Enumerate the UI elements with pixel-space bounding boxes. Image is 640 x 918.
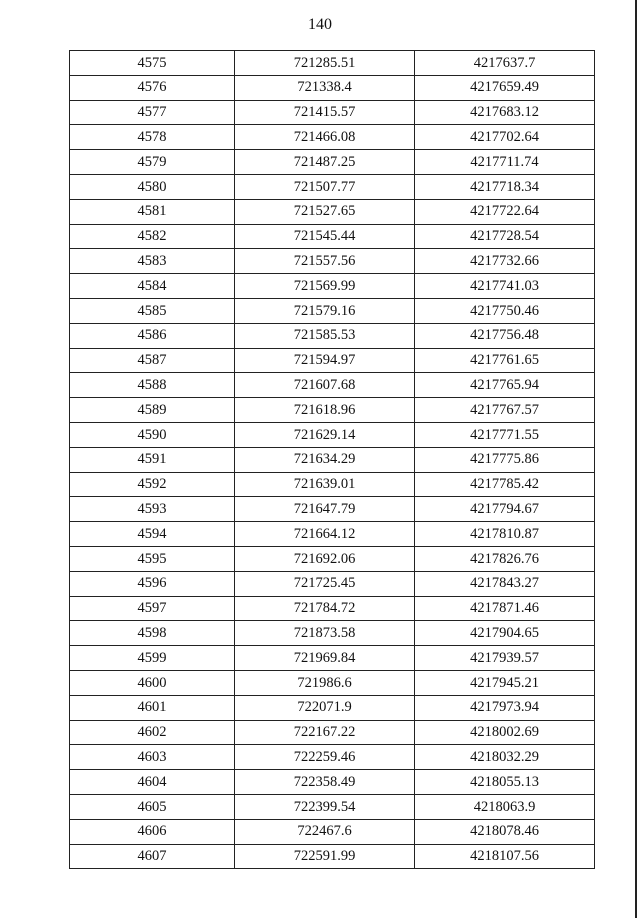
x-coordinate-cell: 721607.68	[235, 373, 415, 398]
x-coordinate-cell: 721557.56	[235, 249, 415, 274]
table-row	[70, 819, 595, 844]
x-coordinate-cell: 722167.22	[235, 720, 415, 745]
point-id-cell: 4598	[70, 621, 235, 646]
x-coordinate-cell: 721579.16	[235, 298, 415, 323]
point-id-cell: 4576	[70, 75, 235, 100]
point-id-cell: 4575	[70, 51, 235, 76]
y-coordinate-cell: 4217794.67	[415, 497, 595, 522]
table-row	[70, 447, 595, 472]
coordinates-table	[69, 50, 595, 869]
x-coordinate-cell: 722467.6	[235, 819, 415, 844]
coordinates-table-body	[70, 51, 595, 869]
table-row	[70, 298, 595, 323]
x-coordinate-cell: 721629.14	[235, 422, 415, 447]
y-coordinate-cell: 4217637.7	[415, 51, 595, 76]
table-row	[70, 794, 595, 819]
y-coordinate-cell: 4217945.21	[415, 670, 595, 695]
y-coordinate-cell: 4217785.42	[415, 472, 595, 497]
x-coordinate-cell: 721466.08	[235, 125, 415, 150]
table-row	[70, 770, 595, 795]
y-coordinate-cell: 4217810.87	[415, 522, 595, 547]
table-row	[70, 373, 595, 398]
y-coordinate-cell: 4217973.94	[415, 695, 595, 720]
y-coordinate-cell: 4217750.46	[415, 298, 595, 323]
table-row	[70, 522, 595, 547]
point-id-cell: 4601	[70, 695, 235, 720]
x-coordinate-cell: 721664.12	[235, 522, 415, 547]
y-coordinate-cell: 4217756.48	[415, 323, 595, 348]
table-row	[70, 398, 595, 423]
y-coordinate-cell: 4217765.94	[415, 373, 595, 398]
point-id-cell: 4577	[70, 100, 235, 125]
y-coordinate-cell: 4217904.65	[415, 621, 595, 646]
table-row	[70, 720, 595, 745]
point-id-cell: 4607	[70, 844, 235, 869]
point-id-cell: 4592	[70, 472, 235, 497]
table-row	[70, 249, 595, 274]
x-coordinate-cell: 721647.79	[235, 497, 415, 522]
table-row	[70, 348, 595, 373]
y-coordinate-cell: 4217683.12	[415, 100, 595, 125]
table-row	[70, 646, 595, 671]
y-coordinate-cell: 4218032.29	[415, 745, 595, 770]
y-coordinate-cell: 4217659.49	[415, 75, 595, 100]
point-id-cell: 4590	[70, 422, 235, 447]
point-id-cell: 4586	[70, 323, 235, 348]
x-coordinate-cell: 722399.54	[235, 794, 415, 819]
y-coordinate-cell: 4217722.64	[415, 199, 595, 224]
table-row	[70, 323, 595, 348]
point-id-cell: 4589	[70, 398, 235, 423]
table-row	[70, 274, 595, 299]
point-id-cell: 4595	[70, 546, 235, 571]
table-row	[70, 224, 595, 249]
table-row	[70, 422, 595, 447]
page-edge-line	[635, 0, 637, 918]
table-row	[70, 621, 595, 646]
y-coordinate-cell: 4217732.66	[415, 249, 595, 274]
table-row	[70, 51, 595, 76]
point-id-cell: 4580	[70, 174, 235, 199]
x-coordinate-cell: 721527.65	[235, 199, 415, 224]
point-id-cell: 4579	[70, 150, 235, 175]
y-coordinate-cell: 4218055.13	[415, 770, 595, 795]
y-coordinate-cell: 4217843.27	[415, 571, 595, 596]
x-coordinate-cell: 721487.25	[235, 150, 415, 175]
point-id-cell: 4583	[70, 249, 235, 274]
y-coordinate-cell: 4217702.64	[415, 125, 595, 150]
y-coordinate-cell: 4217775.86	[415, 447, 595, 472]
y-coordinate-cell: 4218078.46	[415, 819, 595, 844]
x-coordinate-cell: 721285.51	[235, 51, 415, 76]
y-coordinate-cell: 4217771.55	[415, 422, 595, 447]
x-coordinate-cell: 721986.6	[235, 670, 415, 695]
y-coordinate-cell: 4217871.46	[415, 596, 595, 621]
y-coordinate-cell: 4218002.69	[415, 720, 595, 745]
table-row	[70, 100, 595, 125]
y-coordinate-cell: 4217939.57	[415, 646, 595, 671]
x-coordinate-cell: 721692.06	[235, 546, 415, 571]
x-coordinate-cell: 722259.46	[235, 745, 415, 770]
point-id-cell: 4602	[70, 720, 235, 745]
x-coordinate-cell: 721634.29	[235, 447, 415, 472]
point-id-cell: 4600	[70, 670, 235, 695]
table-row	[70, 596, 595, 621]
point-id-cell: 4593	[70, 497, 235, 522]
point-id-cell: 4591	[70, 447, 235, 472]
table-row	[70, 670, 595, 695]
y-coordinate-cell: 4217767.57	[415, 398, 595, 423]
point-id-cell: 4587	[70, 348, 235, 373]
point-id-cell: 4606	[70, 819, 235, 844]
y-coordinate-cell: 4217711.74	[415, 150, 595, 175]
point-id-cell: 4582	[70, 224, 235, 249]
table-row	[70, 75, 595, 100]
x-coordinate-cell: 722358.49	[235, 770, 415, 795]
page-number: 140	[308, 16, 332, 33]
y-coordinate-cell: 4217741.03	[415, 274, 595, 299]
table-row	[70, 745, 595, 770]
point-id-cell: 4597	[70, 596, 235, 621]
x-coordinate-cell: 721618.96	[235, 398, 415, 423]
x-coordinate-cell: 721569.99	[235, 274, 415, 299]
x-coordinate-cell: 721725.45	[235, 571, 415, 596]
x-coordinate-cell: 721873.58	[235, 621, 415, 646]
y-coordinate-cell: 4218063.9	[415, 794, 595, 819]
table-row	[70, 174, 595, 199]
table-row	[70, 695, 595, 720]
point-id-cell: 4604	[70, 770, 235, 795]
y-coordinate-cell: 4217826.76	[415, 546, 595, 571]
y-coordinate-cell: 4217728.54	[415, 224, 595, 249]
x-coordinate-cell: 721639.01	[235, 472, 415, 497]
y-coordinate-cell: 4218107.56	[415, 844, 595, 869]
point-id-cell: 4599	[70, 646, 235, 671]
table-row	[70, 497, 595, 522]
table-row	[70, 546, 595, 571]
table-row	[70, 199, 595, 224]
x-coordinate-cell: 721415.57	[235, 100, 415, 125]
point-id-cell: 4584	[70, 274, 235, 299]
table-row	[70, 844, 595, 869]
point-id-cell: 4596	[70, 571, 235, 596]
y-coordinate-cell: 4217718.34	[415, 174, 595, 199]
point-id-cell: 4578	[70, 125, 235, 150]
x-coordinate-cell: 721507.77	[235, 174, 415, 199]
table-row	[70, 125, 595, 150]
x-coordinate-cell: 721784.72	[235, 596, 415, 621]
table-row	[70, 571, 595, 596]
table-row	[70, 472, 595, 497]
x-coordinate-cell: 721338.4	[235, 75, 415, 100]
point-id-cell: 4605	[70, 794, 235, 819]
point-id-cell: 4603	[70, 745, 235, 770]
x-coordinate-cell: 721969.84	[235, 646, 415, 671]
point-id-cell: 4581	[70, 199, 235, 224]
point-id-cell: 4588	[70, 373, 235, 398]
point-id-cell: 4585	[70, 298, 235, 323]
x-coordinate-cell: 721594.97	[235, 348, 415, 373]
x-coordinate-cell: 721585.53	[235, 323, 415, 348]
x-coordinate-cell: 722071.9	[235, 695, 415, 720]
table-row	[70, 150, 595, 175]
x-coordinate-cell: 721545.44	[235, 224, 415, 249]
y-coordinate-cell: 4217761.65	[415, 348, 595, 373]
x-coordinate-cell: 722591.99	[235, 844, 415, 869]
point-id-cell: 4594	[70, 522, 235, 547]
